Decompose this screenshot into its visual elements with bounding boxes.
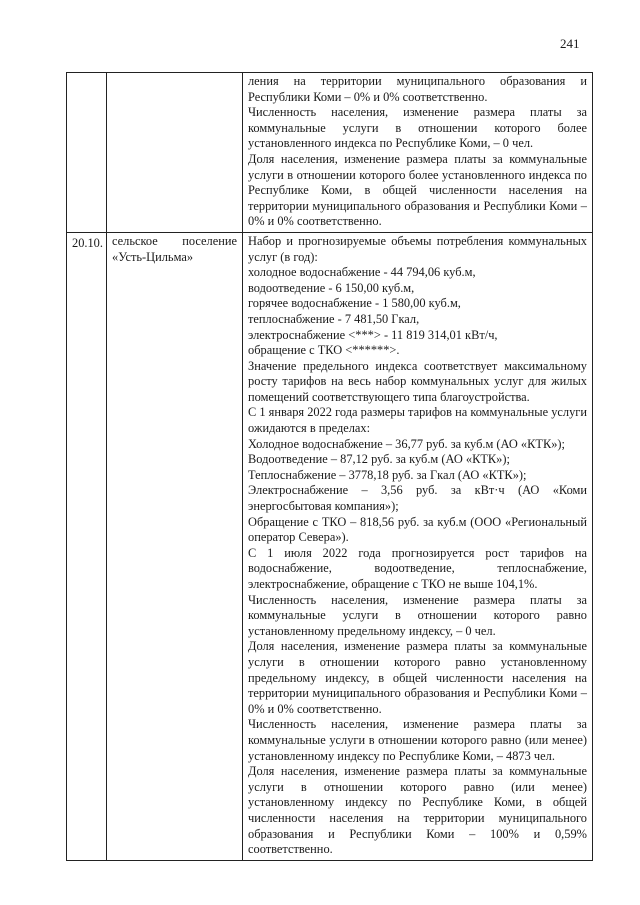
text-paragraph: Численность населения, изменение размера платы за коммунальные услуги в отношении которого равно установленному предельному индексу, – 0 чел. (248, 592, 587, 638)
text-paragraph: Электроснабжение – 3,56 руб. за кВт·ч (АО «Коми энергосбытовая компания»); (248, 483, 587, 514)
text-paragraph: Численность населения, изменение размера платы за коммунальные услуги в отношении которого равно (или менее) установленному индексу по Республике Коми, – 4873 чел. (248, 717, 587, 763)
text-paragraph: горячее водоснабжение - 1 580,00 куб.м, (248, 296, 461, 311)
text-paragraph: Обращение с ТКО – 818,56 руб. за куб.м (ООО «Региональный оператор Севера»). (248, 514, 587, 545)
indicators-text (243, 232, 593, 860)
text-paragraph: Доля населения, изменение размера платы за коммунальные услуги в отношении которого равно установленному предельному индексу, в общей численности населения на территории муниципального образования и Республики Коми – 0% и 0% соответственно. (248, 639, 587, 716)
text-paragraph: Набор и прогнозируемые объемы потребления коммунальных услуг (в год): (248, 233, 587, 264)
indicators-text (243, 73, 593, 233)
text-paragraph: Холодное водоснабжение – 36,77 руб. за куб.м (АО «КТК»); (248, 436, 565, 451)
text-paragraph: Значение предельного индекса соответствует максимальному росту тарифов на весь набор коммунальных услуг для жилых помещений соответствующего типа благоустройства. (248, 358, 587, 404)
table-row (67, 232, 593, 860)
document-table (66, 72, 593, 861)
text-paragraph: ления на территории муниципального образования и Республики Коми – 0% и 0% соответственно. (248, 74, 587, 104)
text-paragraph: холодное водоснабжение - 44 794,06 куб.м, (248, 265, 476, 280)
text-paragraph: водоотведение - 6 150,00 куб.м, (248, 280, 415, 295)
page-number: 241 (560, 36, 580, 51)
text-paragraph: С 1 января 2022 года размеры тарифов на коммунальные услуги ожидаются в пределах: (248, 405, 587, 436)
text-paragraph: Водоотведение – 87,12 руб. за куб.м (АО «КТК»); (248, 452, 510, 467)
municipality-name: сельское поселение «Усть-Цильма» (107, 232, 243, 860)
text-paragraph: С 1 июля 2022 года прогнозируется рост тарифов на водоснабжение, водоотведение, теплоснабжение, электроснабжение, обращение с ТКО не выше 104,1%. (248, 545, 587, 591)
text-paragraph: Доля населения, изменение размера платы за коммунальные услуги в отношении которого равно (или менее) установленному индексу по Республике Коми, в общей численности населения на территории муниципального образования и Республики Коми – 100% и 0,59% соответственно. (248, 764, 587, 857)
text-paragraph: обращение с ТКО <******>. (248, 343, 400, 358)
text-paragraph: электроснабжение <***> - 11 819 314,01 кВт/ч, (248, 327, 498, 342)
text-paragraph: теплоснабжение - 7 481,50 Гкал, (248, 311, 420, 326)
text-paragraph: Теплоснабжение – 3778,18 руб. за Гкал (АО «КТК»); (248, 467, 527, 482)
table-row (67, 73, 593, 233)
municipality-name (107, 73, 243, 233)
text-paragraph: Доля населения, изменение размера платы за коммунальные услуги в отношении которого более установленного индекса по Республике Коми, в общей численности населения на территории муниципального образования и Республики Коми – 0% и 0% соответственно. (248, 151, 587, 229)
row-number (67, 73, 107, 233)
text-paragraph: Численность населения, изменение размера платы за коммунальные услуги в отношении которого более установленного индекса по Республике Коми, – 0 чел. (248, 105, 587, 151)
row-number: 20.10. (67, 232, 107, 860)
